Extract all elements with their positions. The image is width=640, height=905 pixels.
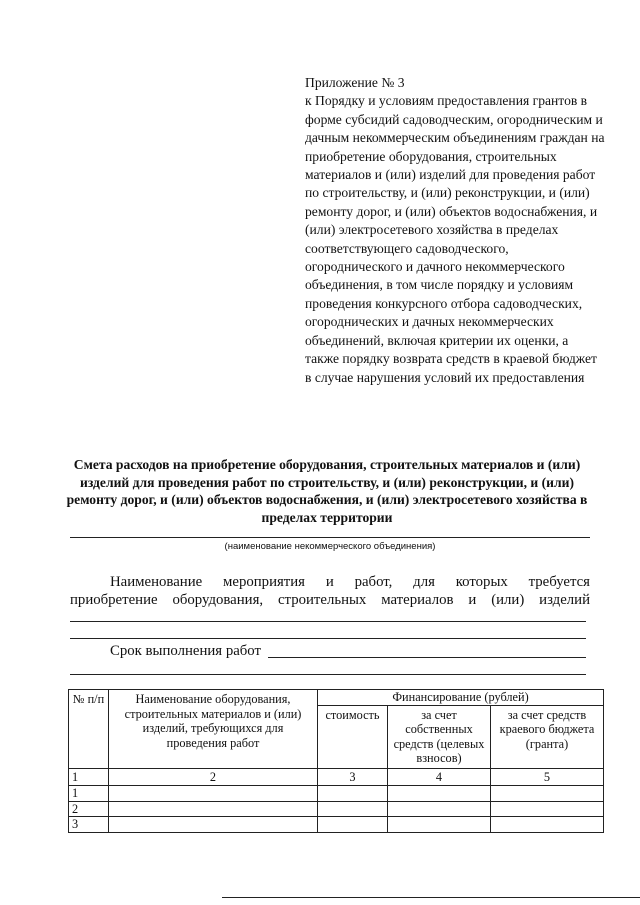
table-row [69,817,604,833]
table-row [69,801,604,817]
row-number-cell: 1 [69,786,109,802]
measure-fill-line-1 [70,621,586,622]
deadline-fill-line-2 [70,674,586,675]
own-funds-cell[interactable] [388,786,491,802]
own-funds-cell[interactable] [388,817,491,833]
organization-name-caption: (наименование некоммерческого объединения) [224,541,436,552]
row-number-cell: 3 [69,817,109,833]
financing-group-header: Финансирование (рублей) [318,690,604,706]
deadline-label: Срок выполнения работ [110,643,261,659]
cost-cell[interactable] [318,786,388,802]
appendix-block [305,74,605,387]
measure-label-line1-text: Наименование мероприятия и работ, для которых требуется [110,574,590,590]
document-heading: Смета расходов на приобретение оборудования, строительных материалов и (или) изделий для проведения работ по строительству, и (или) реконструкции, и (или) ремонту дорог, и (или) объектов водоснабжения, и (или) электросетевого хозяйства в пределах территории [66,457,588,525]
column-number-cell: 3 [318,768,388,786]
item-name-cell[interactable] [109,801,318,817]
measure-fill-line-2 [70,638,586,639]
cost-cell[interactable] [318,801,388,817]
item-name-cell[interactable] [109,786,318,802]
grant-cell[interactable] [491,817,604,833]
appendix-title: Приложение № 3 [305,75,405,90]
col-number-header: № п/п [69,690,109,769]
appendix-description: к Порядку и условиям предоставления грантов в форме субсидий садоводческим, огородническим и дачным некоммерческим объединениям граждан на приобретение оборудования, строительных материалов и (или) изделий для проведения работ по строительству, и (или) реконструкции, и (или) ремонту дорог, и (или) объектов водоснабжения, и (или) электросетевого хозяйства в пределах соответствующего садоводческого, огороднического и дачного некоммерческого объединения, в том числе порядку и условиям проведения конкурсного отбора садоводческих, огороднических и дачных некоммерческих объединений, включая критерии их оценки, а также порядку возврата средств в краевой бюджет в случае нарушения условий их предоставления [305,93,605,385]
col-grant-header: за счет средств краевого бюджета (гранта) [491,705,604,768]
col-own-funds-header: за счет собственных средств (целевых взносов) [388,705,491,768]
column-number-cell: 2 [109,768,318,786]
row-number-cell: 2 [69,801,109,817]
organization-name-line [70,537,590,538]
table-row [69,786,604,802]
col-name-header: Наименование оборудования, строительных материалов и (или) изделий, требующихся для проведения работ [109,690,318,769]
column-number-cell: 5 [491,768,604,786]
financing-table [68,689,604,833]
column-number-cell: 1 [69,768,109,786]
deadline-fill-line [268,657,586,658]
page-bottom-line [222,897,640,898]
table-header-row-1 [69,690,604,706]
column-numbers-row [69,768,604,786]
measure-label-line2: приобретение оборудования, строительных материалов и (или) изделий [70,592,590,608]
cost-cell[interactable] [318,817,388,833]
grant-cell[interactable] [491,801,604,817]
measure-label-line1 [70,572,590,592]
col-cost-header: стоимость [318,705,388,768]
item-name-cell[interactable] [109,817,318,833]
column-number-cell: 4 [388,768,491,786]
own-funds-cell[interactable] [388,801,491,817]
grant-cell[interactable] [491,786,604,802]
